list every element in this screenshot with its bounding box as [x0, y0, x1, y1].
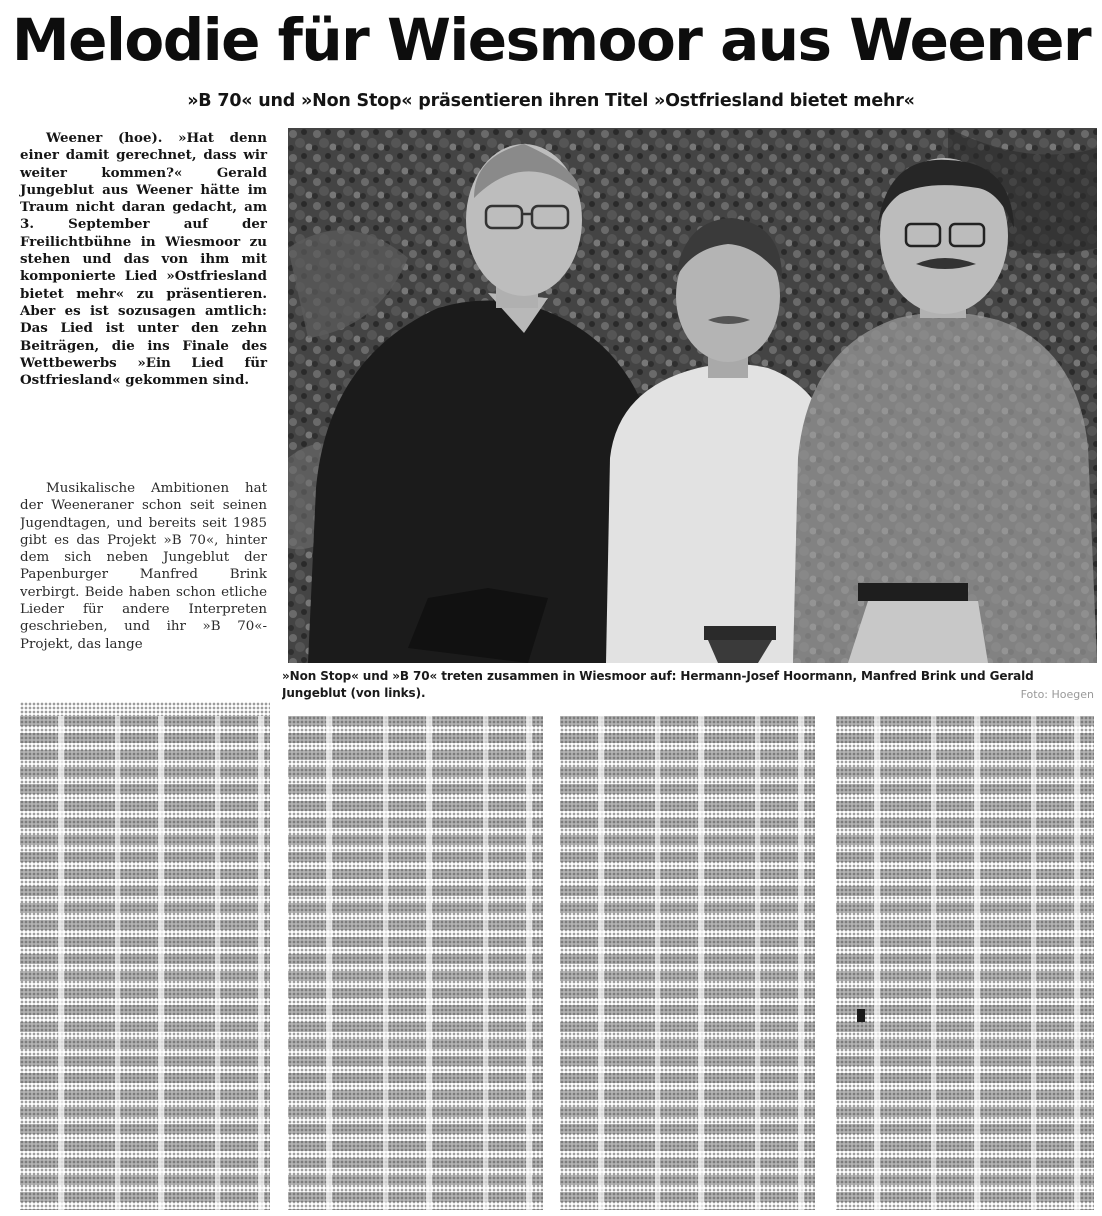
body-text: Musikalische Ambitionen hat der Weeneraner schon seit seinen Jugendtagen, und bereits seit 1985 gibt es das Projekt »B 70«, hinter dem sich neben Jungeblut der Papenburger Manfred Brink verbirgt. Beide haben schon etliche Lieder für andere Interpreten geschrieben, und ihr »B 70«-Projekt, das lange — [20, 481, 267, 652]
photo-illustration — [288, 128, 1097, 663]
article-body-paragraph — [20, 480, 267, 702]
pixelated-text-strip — [20, 702, 270, 716]
lead-text: Weener (hoe). »Hat denn einer damit gerechnet, dass wir weiter kommen?« Gerald Jungeblut aus Weener hätte im Traum nicht daran gedacht, am 3. September auf der Freilichtbühne in Wiesmoor zu stehen und das von ihm mit komponierte Lied »Ostfriesland bietet mehr« zu präsentieren. Aber es ist sozusagen amtlich: Das Lied ist unter den zehn Beiträgen, die ins Finale des Wettbewerbs »Ein Lied für Ostfriesland« gekommen sind. — [20, 130, 267, 389]
photo-credit: Foto: Hoegen — [1015, 686, 1094, 703]
pixelated-text-column-3 — [560, 716, 815, 1210]
pixelated-dark-mark — [857, 1009, 865, 1022]
pixelated-text-column-2 — [288, 716, 543, 1210]
article-subheadline: »B 70« und »Non Stop« präsentieren ihren Titel »Ostfriesland bietet mehr« — [187, 91, 915, 111]
photo-caption: »Non Stop« und »B 70« treten zusammen in Wiesmoor auf: Hermann-Josef Hoormann, Manfred Brink und Gerald Jungeblut (von links). — [282, 669, 1034, 700]
pixelated-text-column-4 — [836, 716, 1094, 1210]
article-photo — [288, 128, 1097, 663]
article-lead-paragraph — [20, 130, 267, 389]
article-headline: Melodie für Wiesmoor aus Weener — [11, 6, 1091, 74]
pixelated-text-column-1 — [20, 716, 270, 1210]
